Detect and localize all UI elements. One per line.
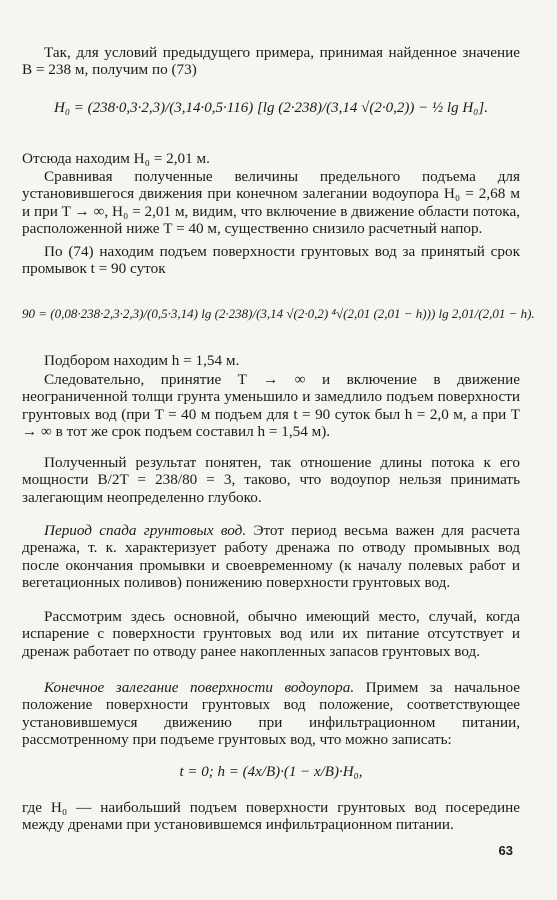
paragraph-comparison: Сравнивая полученные величины предельного подъема для установившегося движения при конечном залегании водоупора H₀ = 2,68 м и при T → ∞, H₀ = 2,01 м, видим, что включение в движение области потока, расположенной ниже T = 40 м, существенно снизило расчетный напор. bbox=[22, 168, 520, 238]
page-number: 63 bbox=[498, 843, 513, 858]
paragraph-rise-74: По (74) находим подъем поверхности грунтовых вод за принятый срок промывок t = 90 суток bbox=[22, 243, 520, 278]
paragraph-intro: Так, для условий предыдущего примера, принимая найденное значение B = 238 м, получим по (73) bbox=[22, 44, 520, 79]
paragraph-h0-definition: где H₀ — наибольший подъем поверхности грунтовых вод посередине между дренами при установившемся инфильтрационном питании. bbox=[22, 799, 520, 834]
paragraph-main-case: Рассмотрим здесь основной, обычно имеющий место, случай, когда испарение с поверхности грунтовых вод или их питание отсутствует и дренаж работает по отводу ранее накопленных запасов грунтовых вод. bbox=[22, 608, 520, 660]
paragraph-h0-result: Отсюда находим H₀ = 2,01 м. bbox=[22, 150, 210, 167]
paragraph-period bbox=[22, 522, 520, 592]
paragraph-ratio: Полученный результат понятен, так отношение длины потока к его мощности B/2T = 238/80 = 3, таково, что водоупор нельзя принимать залегающим неопределенно глубоко. bbox=[22, 454, 520, 506]
paragraph-conclusion: Следовательно, принятие T → ∞ и включение в движение неограниченной толщи грунта уменьшило и замедлило подъем поверхности грунтовых вод (при T = 40 м подъем для t = 90 суток был h = 2,0 м, а при T → ∞ в тот же срок подъем составил h = 1,54 м). bbox=[22, 371, 520, 441]
formula-rise: 90 = (0,08·238·2,3·2,3)/(0,5·3,14) lg (2·238)/(3,14 √(2·0,2) ⁴√(2,01 (2,01 − h))) lg 2,01/(2,01 − h). bbox=[22, 306, 535, 321]
paragraph-h-result: Подбором находим h = 1,54 м. bbox=[44, 352, 240, 369]
paragraph-boundary bbox=[22, 679, 520, 749]
formula-initial: t = 0; h = (4x/B)·(1 − x/B)·H₀, bbox=[179, 764, 363, 780]
paragraph-period-text: Этот период весьма важен для расчета дренажа, т. к. характеризует работу дренажа по отводу промывных вод после окончания промывки и своевременному (к началу полевых работ и вегетационных поливов) понижению поверхности грунтовых вод. bbox=[22, 522, 520, 592]
paragraph-boundary-text: Примем за начальное положение поверхности грунтовых вод положение, соответствующее установившемуся движению при инфильтрационном питании, рассмотренному при подъеме грунтовых вод, что можно записать: bbox=[22, 679, 521, 749]
heading-period: Период спада грунтовых вод. bbox=[44, 522, 247, 539]
heading-boundary: Конечное залегание поверхности водоупора. bbox=[44, 679, 355, 696]
formula-h0: H₀ = (238·0,3·2,3)/(3,14·0,5·116) [lg (2·238)/(3,14 √(2·0,2)) − ½ lg H₀]. bbox=[53, 100, 488, 116]
